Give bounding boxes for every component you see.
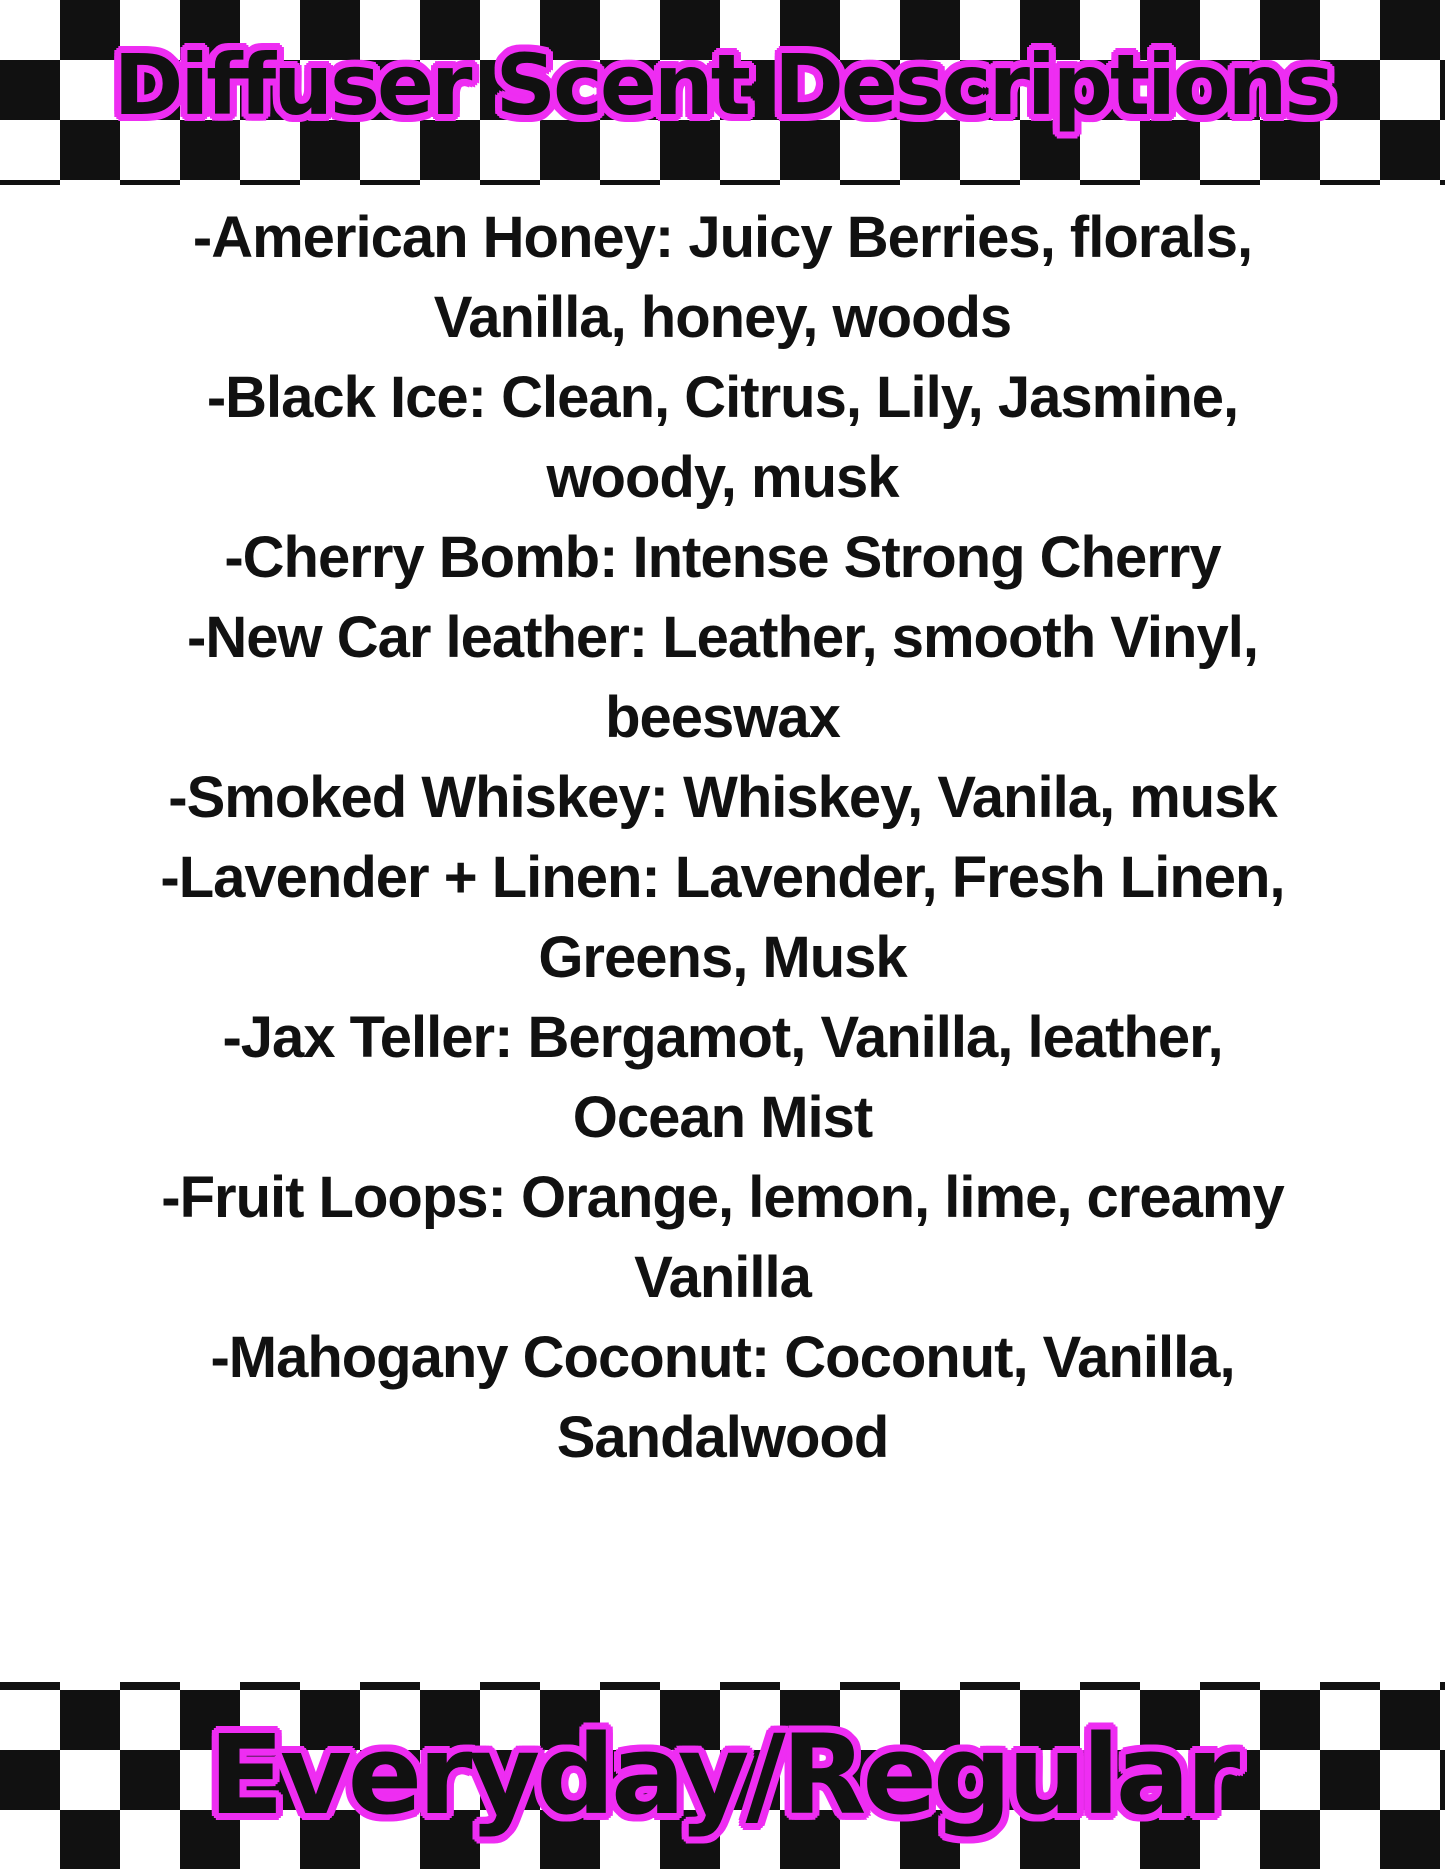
category-label: Everyday/Regular: [208, 1711, 1237, 1839]
scent-fruit-loops-line2: Vanilla: [634, 1245, 811, 1310]
scent-jax-teller-line2: Ocean Mist: [572, 1085, 873, 1150]
scent-smoked-whiskey: -Smoked Whiskey: Whiskey, Vanila, musk: [168, 765, 1277, 830]
scent-lavender-linen-line2: Greens, Musk: [538, 925, 907, 990]
scent-black-ice-line1: -Black Ice: Clean, Citrus, Lily, Jasmine,: [206, 365, 1239, 430]
scent-new-car-leather-line2: beeswax: [605, 685, 840, 750]
page-title: Diffuser Scent Descriptions: [113, 36, 1332, 134]
scent-mahogany-coconut-line2: Sandalwood: [556, 1405, 889, 1470]
scent-lavender-linen-line1: -Lavender + Linen: Lavender, Fresh Linen,: [160, 845, 1285, 910]
scent-cherry-bomb: -Cherry Bomb: Intense Strong Cherry: [224, 525, 1221, 590]
scent-new-car-leather-line1: -New Car leather: Leather, smooth Vinyl,: [187, 605, 1258, 670]
scent-jax-teller-line1: -Jax Teller: Bergamot, Vanilla, leather,: [222, 1005, 1223, 1070]
scent-american-honey-line2: Vanilla, honey, woods: [433, 285, 1012, 350]
scent-black-ice-line2: woody, musk: [546, 445, 899, 510]
scent-fruit-loops-line1: -Fruit Loops: Orange, lemon, lime, creamy: [161, 1165, 1284, 1230]
scent-american-honey-line1: -American Honey: Juicy Berries, florals,: [192, 205, 1253, 270]
scent-mahogany-coconut-line1: -Mahogany Coconut: Coconut, Vanilla,: [210, 1325, 1235, 1390]
scent-list: [30, 198, 1415, 1478]
